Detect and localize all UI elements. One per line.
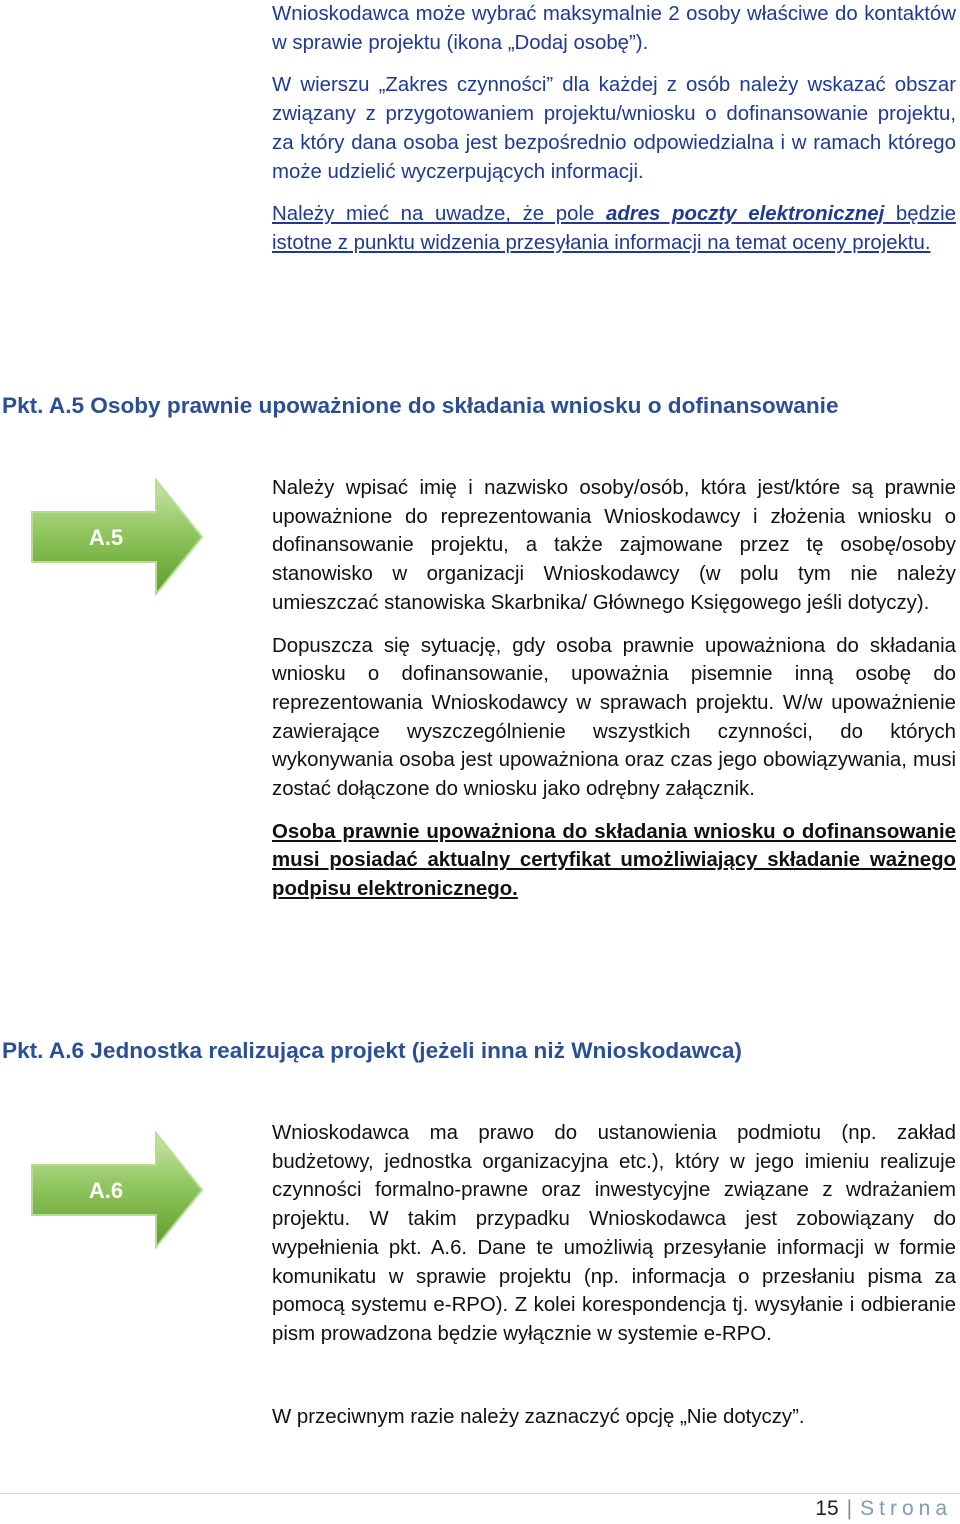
a5-arrow-label: A.5 xyxy=(88,525,124,550)
a5-arrow-icon xyxy=(28,478,204,596)
section-a6-body xyxy=(272,1119,956,1431)
a6-paragraph-1: Wnioskodawca ma prawo do ustanowienia podmiotu (np. zakład budżetowy, jednostka organizacyjna etc.), który w jego imieniu realizuje czynności formalno-prawne oraz inwestycyjne związane z wdrażaniem projektu. W takim przypadku Wnioskodawca jest zobowiązany do wypełnienia pkt. A.6. Dane te umożliwią przesyłanie informacji w formie komunikatu w sprawie projektu (np. informacja o przesłaniu pisma za pomocą systemu e-RPO). Z kolei korespondencja tj. wysyłanie i odbieranie pism prowadzona będzie wyłącznie w systemie e-RPO. xyxy=(272,1122,956,1345)
page-word: Strona xyxy=(860,1497,952,1520)
footer-divider xyxy=(0,1493,960,1494)
intro-text xyxy=(272,0,956,258)
section-a5-body xyxy=(272,474,956,904)
intro-paragraph-1: Wnioskodawca może wybrać maksymalnie 2 osoby właściwe do kontaktów w sprawie projektu (ikona „Dodaj osobę”). xyxy=(272,3,956,54)
section-a6-heading: Pkt. A.6 Jednostka realizująca projekt (jeżeli inna niż Wnioskodawca) xyxy=(2,1038,742,1063)
page-number: 15 xyxy=(815,1497,839,1520)
a5-paragraph-3: Osoba prawnie upoważniona do składania wniosku o dofinansowanie musi posiadać aktualny certyfikat umożliwiający składanie ważnego podpisu elektronicznego. xyxy=(272,820,956,901)
a6-arrow-label: A.6 xyxy=(88,1178,124,1203)
a5-paragraph-2: Dopuszcza się sytuację, gdy osoba prawnie upoważniona do składania wniosku o dofinansowanie, upoważnia pisemnie inną osobę do reprezentowania Wnioskodawcy w sprawach projektu. W/w upoważnienie zawierające wyszczególnienie wszystkich czynności, do których wykonywania osoba jest upoważniona oraz czas jego obowiązywania, musi zostać dołączone do wniosku jako odrębny załącznik. xyxy=(272,634,956,801)
a6-arrow-icon xyxy=(28,1131,204,1249)
section-a5-heading: Pkt. A.5 Osoby prawnie upoważnione do składania wniosku o dofinansowanie xyxy=(2,393,839,418)
a5-paragraph-1: Należy wpisać imię i nazwisko osoby/osób, która jest/które są prawnie upoważnione do reprezentowania Wnioskodawcy i złożenia wniosku o dofinansowanie projektu, a także zajmowane przez tę osobę/osoby stanowisko w organizacji Wnioskodawcy (w polu tym nie należy umieszczać stanowiska Skarbnika/ Głównego Księgowego jeśli dotyczy). xyxy=(272,477,956,614)
footer-separator: | xyxy=(846,1497,853,1520)
intro-paragraph-3: Należy mieć na uwadze, że pole adres poczty elektronicznej będzie istotne z punktu widzenia przesyłania informacji na temat oceny projektu. xyxy=(272,203,956,254)
intro-paragraph-2: W wierszu „Zakres czynności” dla każdej z osób należy wskazać obszar związany z przygotowaniem projektu/wniosku o dofinansowanie projektu, za który dana osoba jest bezpośrednio odpowiedzialna i w ramach którego może udzielić wyczerpujących informacji. xyxy=(272,74,956,183)
a6-paragraph-2: W przeciwnym razie należy zaznaczyć opcję „Nie dotyczy”. xyxy=(272,1405,805,1428)
email-field-emphasis: adres poczty elektronicznej xyxy=(605,203,885,226)
page-footer xyxy=(815,1497,952,1521)
